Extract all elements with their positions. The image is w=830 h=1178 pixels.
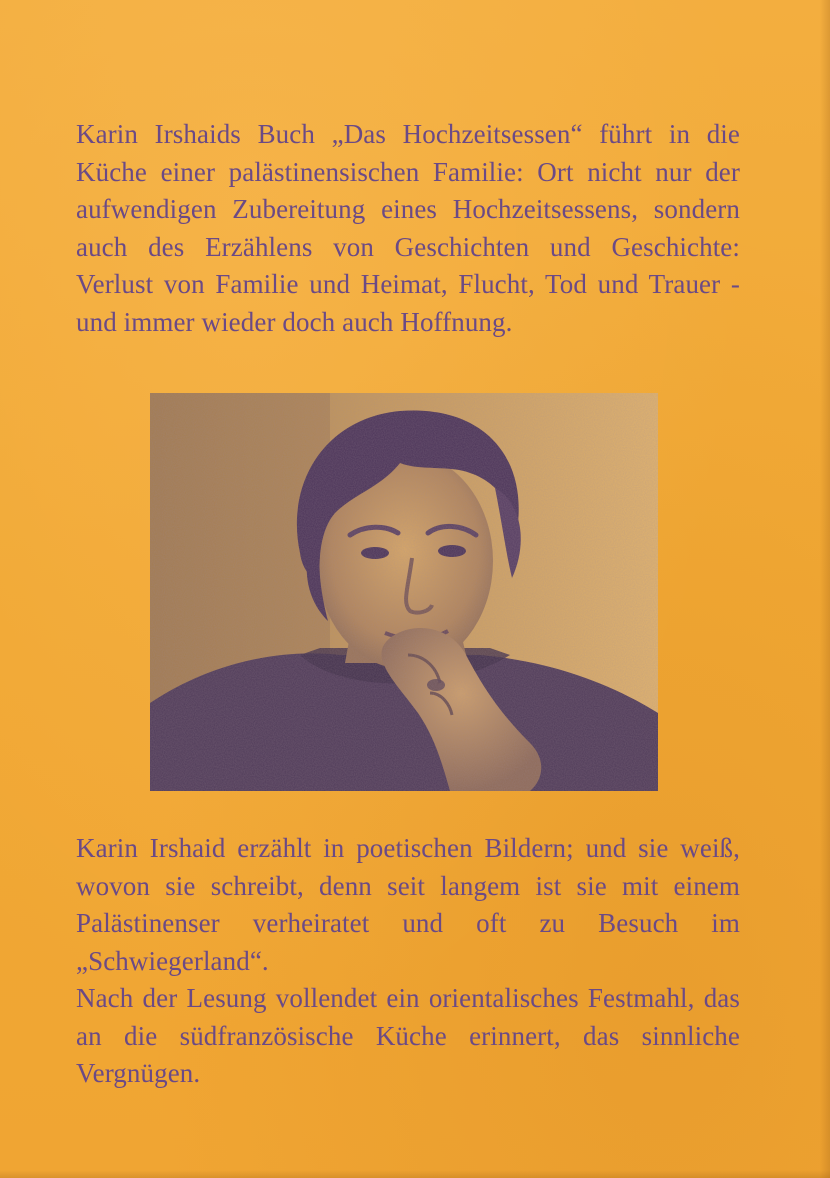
bio-paragraph-2: Nach der Lesung vollendet ein orientalisches Festmahl, das an die südfranzösische Küche erinnert, das sinnliche Vergnügen. [76,983,740,1088]
portrait-illustration [150,393,658,791]
paper-edge-bottom [0,1170,830,1178]
intro-paragraph: Karin Irshaids Buch „Das Hochzeitsessen“ führt in die Küche einer palästinensischen Familie: Ort nicht nur der aufwendigen Zubereitung eines Hochzeitsessens, sondern auch des Erzählens von Geschichten und Geschichte: Verlust von Familie und Heimat, Flucht, Tod und Trauer - und immer wieder doch auch Hoffnung. [76,119,740,337]
paper-edge-right [820,0,830,1178]
bio-text-block [76,830,740,1093]
bio-paragraph-1: Karin Irshaid erzählt in poetischen Bildern; und sie weiß, wovon sie schreibt, denn seit langem ist sie mit einem Palästinenser verheiratet und oft zu Besuch im „Schwiegerland“. [76,833,740,976]
intro-text-block [76,116,740,341]
author-portrait-photo [150,393,658,791]
